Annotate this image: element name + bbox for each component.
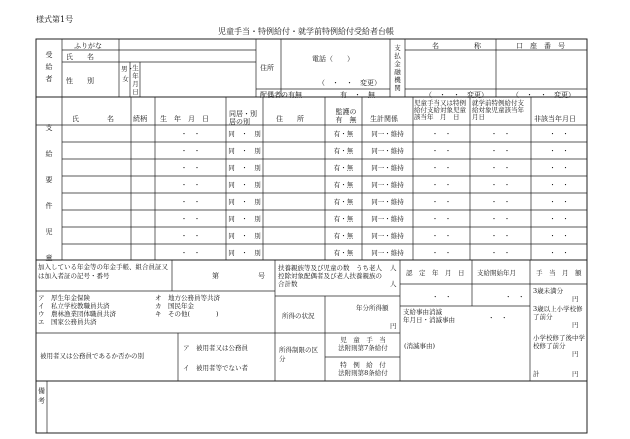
end-dots: ・ ・ <box>488 314 508 322</box>
nonapplicable-date-cell: ・ ・ <box>549 130 569 138</box>
pension-type-u: ウ 農林漁業団体職員共済 <box>38 310 116 318</box>
income-yen: 円 <box>390 322 397 330</box>
livelihood-cell: 同一・維持 <box>371 198 404 206</box>
preschool-date-cell: ・ ・ <box>490 147 511 155</box>
nonapplicable-date-cell: ・ ・ <box>549 181 569 189</box>
sex-label: 性 別 <box>66 77 94 85</box>
monthly-amount-label: 手 当 月 額 <box>536 269 582 277</box>
preschool-date-cell: ・ ・ <box>490 164 511 172</box>
custody-cell: 有・無 <box>333 164 354 172</box>
institution-name-header: 名 称 <box>432 42 481 50</box>
cohab-cell: 同 ・ 別 <box>228 130 261 138</box>
livelihood-cell: 同一・維持 <box>371 249 404 257</box>
amount-3-to-elementary: 3歳以上小学校修了前分 円 <box>533 305 583 329</box>
cohab-cell: 同 ・ 別 <box>228 147 261 155</box>
relation-header: 続柄 <box>133 115 147 123</box>
employer-option-a: ア 被用者又は公務員 <box>183 344 248 352</box>
income-limit-label: 所得制限の区 分 <box>279 346 331 363</box>
pension-type-ka: カ 国民年金 <box>155 302 194 310</box>
custody-header: 監護の有 無 <box>335 108 357 124</box>
amount-under3: 3歳未満分 円 <box>533 287 579 303</box>
employer-option-i: イ 被用者等でない者 <box>183 364 248 372</box>
custody-cell: 有・無 <box>333 232 354 240</box>
preschool-header: 就学前特例給付支給対象児童該当年月日 <box>472 99 524 121</box>
income-limit-child: 児 童 手 当 法附則第7条給付 <box>338 336 388 352</box>
form-number: 様式第1号 <box>36 15 74 24</box>
cohab-cell: 同 ・ 別 <box>228 181 261 189</box>
form-title: 児童手当・特例給付・就学前特例給付受給者台帳 <box>218 27 394 36</box>
birth-cell: ・ ・ <box>180 164 201 172</box>
name-label: 氏 名 <box>66 53 94 61</box>
pension-type-i: イ 私立学校教職員共済 <box>38 302 110 310</box>
livelihood-cell: 同一・維持 <box>371 232 404 240</box>
target-date-cell: ・ ・ <box>431 249 452 257</box>
income-year-label: 年分所得額 <box>356 304 389 312</box>
phone-change: （ ・ ・ 変更） <box>318 79 381 87</box>
target-date-cell: ・ ・ <box>431 164 452 172</box>
preschool-date-cell: ・ ・ <box>490 249 511 257</box>
income-status-label: 所得の状況 <box>282 312 315 320</box>
nonapplicable-date-cell: ・ ・ <box>549 198 569 206</box>
livelihood-cell: 同一・維持 <box>371 181 404 189</box>
spouse-options: 有 ・ 無 <box>340 91 375 99</box>
nonapplicable-date-cell: ・ ・ <box>549 249 569 257</box>
pension-go: 号 <box>258 272 265 280</box>
livelihood-header: 生計関係 <box>370 115 398 123</box>
account-number-header: 口 座 番 号 <box>516 42 565 50</box>
furigana-label: ふりがな <box>74 42 102 50</box>
target-date-cell: ・ ・ <box>431 198 452 206</box>
cohab-cell: 同 ・ 別 <box>228 164 261 172</box>
birth-cell: ・ ・ <box>180 232 201 240</box>
target-child-header: 児童手当又は特例給付支給対象児童該当年 月 日 <box>414 99 466 121</box>
cohab-cell: 同 ・ 別 <box>228 198 261 206</box>
nonapplicable-header: 非該当年月日 <box>534 115 576 123</box>
custody-cell: 有・無 <box>333 181 354 189</box>
child-address-header: 住 所 <box>276 115 304 123</box>
preschool-date-cell: ・ ・ <box>490 130 511 138</box>
birth-cell: ・ ・ <box>180 215 201 223</box>
income-limit-special: 特 例 給 付 法附則第8条給付 <box>338 361 388 377</box>
children-section-label: 支給要件児童 <box>45 124 53 262</box>
custody-cell: 有・無 <box>333 215 354 223</box>
pension-type-o: オ 地方公務員等共済 <box>155 294 220 302</box>
custody-cell: 有・無 <box>333 198 354 206</box>
pension-type-a: ア 厚生年金保険 <box>38 294 90 302</box>
preschool-date-cell: ・ ・ <box>490 181 511 189</box>
target-date-cell: ・ ・ <box>431 181 452 189</box>
preschool-date-cell: ・ ・ <box>490 215 511 223</box>
dependents-label: 扶養親族等及び児童の数 うち老人控除対象配偶者及び老人扶養親族の合計数 <box>278 264 382 288</box>
birth-cell: ・ ・ <box>180 147 201 155</box>
start-month-dots: ・ ・ <box>505 293 525 301</box>
payment-change-right: （ ・ ・ 変更） <box>512 91 575 99</box>
remarks-label: 備考 <box>38 387 45 405</box>
employer-label: 被用者又は公務員であるか否かの別 <box>40 352 144 360</box>
spouse-label: 配偶者の有無 <box>260 91 302 99</box>
preschool-date-cell: ・ ・ <box>490 198 511 206</box>
birth-cell: ・ ・ <box>180 249 201 257</box>
livelihood-cell: 同一・維持 <box>371 164 404 172</box>
livelihood-cell: 同一・維持 <box>371 130 404 138</box>
custody-cell: 有・無 <box>333 130 354 138</box>
end-label: 支給事由消滅 年月日・消滅事由 <box>403 308 455 324</box>
dependents-nin: 人 <box>390 264 397 272</box>
preschool-date-cell: ・ ・ <box>490 232 511 240</box>
birth-cell: ・ ・ <box>180 130 201 138</box>
amount-total: 計 円 <box>533 370 579 378</box>
livelihood-cell: 同一・維持 <box>371 147 404 155</box>
amount-junior-high: 小学校修了後中学校修了前分 円 <box>533 334 585 358</box>
payment-institution-label: 支払金融機関 <box>394 44 401 92</box>
nonapplicable-date-cell: ・ ・ <box>549 147 569 155</box>
birth-header: 生 年 月 日 <box>160 115 209 123</box>
nonapplicable-date-cell: ・ ・ <box>549 215 569 223</box>
cohab-header: 同居・別居の別 <box>229 110 257 126</box>
cohab-cell: 同 ・ 別 <box>228 232 261 240</box>
target-date-cell: ・ ・ <box>431 147 452 155</box>
custody-cell: 有・無 <box>333 249 354 257</box>
cert-date-dots: ・ ・ <box>432 293 452 301</box>
nonapplicable-date-cell: ・ ・ <box>549 164 569 172</box>
sex-options: 男・女 <box>121 65 134 83</box>
pension-type-e: エ 国家公務員共済 <box>38 318 97 326</box>
birth-cell: ・ ・ <box>180 198 201 206</box>
start-month-label: 支給開始年月 <box>477 269 516 277</box>
cohab-cell: 同 ・ 別 <box>228 249 261 257</box>
payment-change-left: （ ・ ・ 変更） <box>425 91 488 99</box>
pension-label: 加入している年金等の年金手帳、組合員証又は加入者証の記号・番号 <box>38 263 168 280</box>
dependents-nin-elderly: 人 <box>390 280 397 288</box>
birth-cell: ・ ・ <box>180 181 201 189</box>
cert-date-label: 認 定 年 月 日 <box>406 269 465 277</box>
phone-label: 電話（ ） <box>312 55 354 63</box>
birthdate-label: 生年月日 <box>132 64 139 96</box>
pension-type-ki: キ その他( ) <box>155 310 219 318</box>
address-label: 住所 <box>260 64 274 72</box>
cohab-cell: 同 ・ 別 <box>228 215 261 223</box>
recipient-section-label: 受給者 <box>45 51 53 83</box>
target-date-cell: ・ ・ <box>431 232 452 240</box>
pension-dai: 第 <box>212 272 219 280</box>
custody-cell: 有・無 <box>333 147 354 155</box>
end-reason: (消滅事由) <box>404 342 436 350</box>
target-date-cell: ・ ・ <box>431 215 452 223</box>
target-date-cell: ・ ・ <box>431 130 452 138</box>
nonapplicable-date-cell: ・ ・ <box>549 232 569 240</box>
livelihood-cell: 同一・維持 <box>371 215 404 223</box>
child-name-header: 氏 名 <box>72 115 114 123</box>
